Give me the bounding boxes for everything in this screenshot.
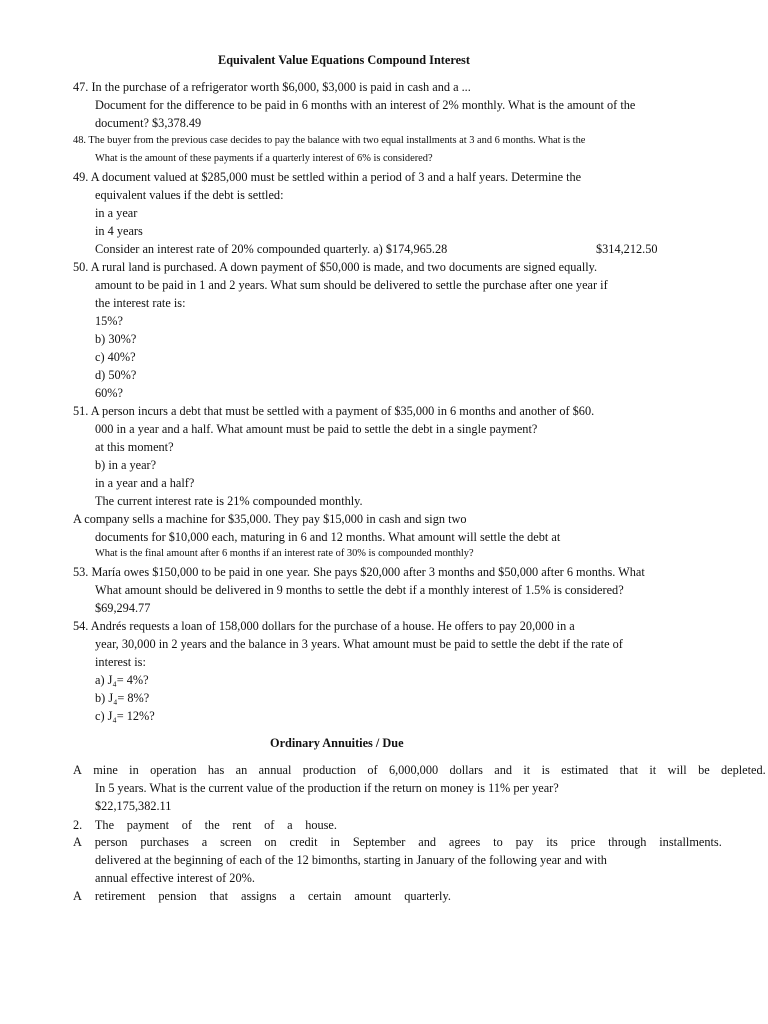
word: it <box>649 763 657 777</box>
word: estimated <box>561 763 609 777</box>
problem-49-option-2: in 4 years <box>95 224 143 238</box>
problem-52-line-1: A company sells a machine for $35,000. They pay $15,000 in cash and sign two <box>73 512 467 526</box>
problem-47-line-3: document? $3,378.49 <box>95 116 202 130</box>
word: A <box>73 763 82 777</box>
problem-52-line-2: documents for $10,000 each, maturing in 6 and 12 months. What amount will settle the debt at <box>95 530 561 544</box>
problem-48-line-1: 48. The buyer from the previous case decides to pay the balance with two equal installments at 3 and 6 months. What is the <box>73 135 586 146</box>
word: and <box>418 835 437 849</box>
word: person <box>94 835 128 849</box>
word: retirement <box>94 889 146 903</box>
word: a <box>201 835 208 849</box>
word: and <box>494 763 513 777</box>
problem-51-option-b: b) in a year? <box>95 458 157 472</box>
word: mine <box>93 763 118 777</box>
problem-49-line-2: equivalent values if the debt is settled: <box>95 188 284 202</box>
word: will <box>667 763 687 777</box>
problem-49-option-1: in a year <box>95 206 138 220</box>
word: an <box>235 763 248 777</box>
annuity-3-line-2: delivered at the beginning of each of the 12 bimonths, starting in January of the following year and with <box>95 853 607 867</box>
problem-51-line-2: 000 in a year and a half. What amount must be paid to settle the debt in a single payment? <box>95 422 538 436</box>
word: through <box>608 835 647 849</box>
word: The <box>94 818 115 832</box>
problem-50-option-d: d) 50%? <box>95 368 137 382</box>
word: screen <box>220 835 252 849</box>
word: has <box>207 763 225 777</box>
word: operation <box>150 763 197 777</box>
word: of <box>181 818 192 832</box>
word: on <box>264 835 277 849</box>
word: it <box>523 763 531 777</box>
problem-48-line-2: What is the amount of these payments if a quarterly interest of 6% is considered? <box>95 153 433 164</box>
word: A <box>73 889 82 903</box>
word: a <box>287 818 293 832</box>
word: that <box>209 889 229 903</box>
problem-51-line-1: 51. A person incurs a debt that must be settled with a payment of $35,000 in 6 months and another of $60. <box>73 404 595 418</box>
word: its <box>546 835 558 849</box>
problem-50-option-b: b) 30%? <box>95 332 137 346</box>
problem-50-line-2: amount to be paid in 1 and 2 years. What sum should be delivered to settle the purchase after one year if <box>95 278 608 292</box>
word: in <box>129 763 139 777</box>
section-title-annuities: Ordinary Annuities / Due <box>270 736 404 750</box>
problem-51-rate: The current interest rate is 21% compounded monthly. <box>95 494 363 508</box>
annuity-1-line-2: In 5 years. What is the current value of the production if the return on money is 11% per year? <box>95 781 559 795</box>
problem-49-answer-a: Consider an interest rate of 20% compounded quarterly. a) $174,965.28 <box>95 242 448 256</box>
annuity-1-line-1 <box>73 762 766 778</box>
word: be <box>698 763 710 777</box>
word: to <box>493 835 503 849</box>
word: is <box>541 763 550 777</box>
problem-54-line-3: interest is: <box>95 655 146 669</box>
annuity-3-line-3: annual effective interest of 20%. <box>95 871 255 885</box>
problem-50-option-e: 60%? <box>95 386 123 400</box>
annuity-3-line-1 <box>73 834 722 850</box>
word: pay <box>515 835 534 849</box>
problem-49-line-1: 49. A document valued at $285,000 must be settled within a period of 3 and a half years. Determine the <box>73 170 582 184</box>
word: amount <box>354 889 392 903</box>
problem-54-option-c: c) J₄= 12%? <box>95 709 155 723</box>
annuity-4-line-1 <box>73 888 451 904</box>
problem-51-option-a: at this moment? <box>95 440 174 454</box>
problem-54-line-2: year, 30,000 in 2 years and the balance in 3 years. What amount must be paid to settle the debt if the rate of <box>95 637 623 651</box>
problem-54-option-a: a) J₄= 4%? <box>95 673 149 687</box>
problem-50-line-1: 50. A rural land is purchased. A down payment of $50,000 is made, and two documents are signed equally. <box>73 260 598 274</box>
word: 2. <box>73 818 83 832</box>
word: installments. <box>659 835 722 849</box>
word: a <box>289 889 295 903</box>
word: purchases <box>140 835 189 849</box>
problem-53-line-2: What amount should be delivered in 9 months to settle the debt if a monthly interest of 1.5% is considered? <box>95 583 624 597</box>
word: A <box>73 835 82 849</box>
annuity-2-line-1 <box>73 817 337 833</box>
word: credit <box>289 835 318 849</box>
word: September <box>352 835 406 849</box>
word: production <box>302 763 356 777</box>
word: of <box>367 763 378 777</box>
problem-52-line-3: What is the final amount after 6 months if an interest rate of 30% is compounded monthly? <box>95 548 474 559</box>
problem-50-option-c: c) 40%? <box>95 350 136 364</box>
problem-50-option-a: 15%? <box>95 314 123 328</box>
problem-50-line-3: the interest rate is: <box>95 296 186 310</box>
word: pension <box>158 889 197 903</box>
word: certain <box>307 889 342 903</box>
word: depleted. <box>721 763 766 777</box>
problem-47-line-2: Document for the difference to be paid in 6 months with an interest of 2% monthly. What is the amount of the <box>95 98 636 112</box>
word: the <box>204 818 220 832</box>
word: assigns <box>241 889 277 903</box>
problem-53-answer: $69,294.77 <box>95 601 151 615</box>
word: rent <box>232 818 252 832</box>
word: agrees <box>448 835 481 849</box>
problem-54-option-b: b) J₄= 8%? <box>95 691 150 705</box>
problem-51-option-c: in a year and a half? <box>95 476 195 490</box>
word: that <box>619 763 639 777</box>
annuity-1-answer: $22,175,382.11 <box>95 799 172 813</box>
word: in <box>330 835 340 849</box>
word: price <box>570 835 596 849</box>
word: 6,000,000 <box>388 763 439 777</box>
problem-53-line-1: 53. María owes $150,000 to be paid in one year. She pays $20,000 after 3 months and $50,000 after 6 months. What <box>73 565 645 579</box>
problem-49-answer-b: $314,212.50 <box>596 242 658 256</box>
word: annual <box>258 763 292 777</box>
word: quarterly. <box>404 889 451 903</box>
problem-54-line-1: 54. Andrés requests a loan of 158,000 dollars for the purchase of a house. He offers to pay 20,000 in a <box>73 619 575 633</box>
word: house. <box>305 818 337 832</box>
section-title-compound-interest: Equivalent Value Equations Compound Interest <box>218 53 470 67</box>
word: payment <box>126 818 170 832</box>
word: dollars <box>449 763 483 777</box>
problem-47-line-1: 47. In the purchase of a refrigerator worth $6,000, $3,000 is paid in cash and a ... <box>73 80 471 94</box>
word: of <box>264 818 275 832</box>
